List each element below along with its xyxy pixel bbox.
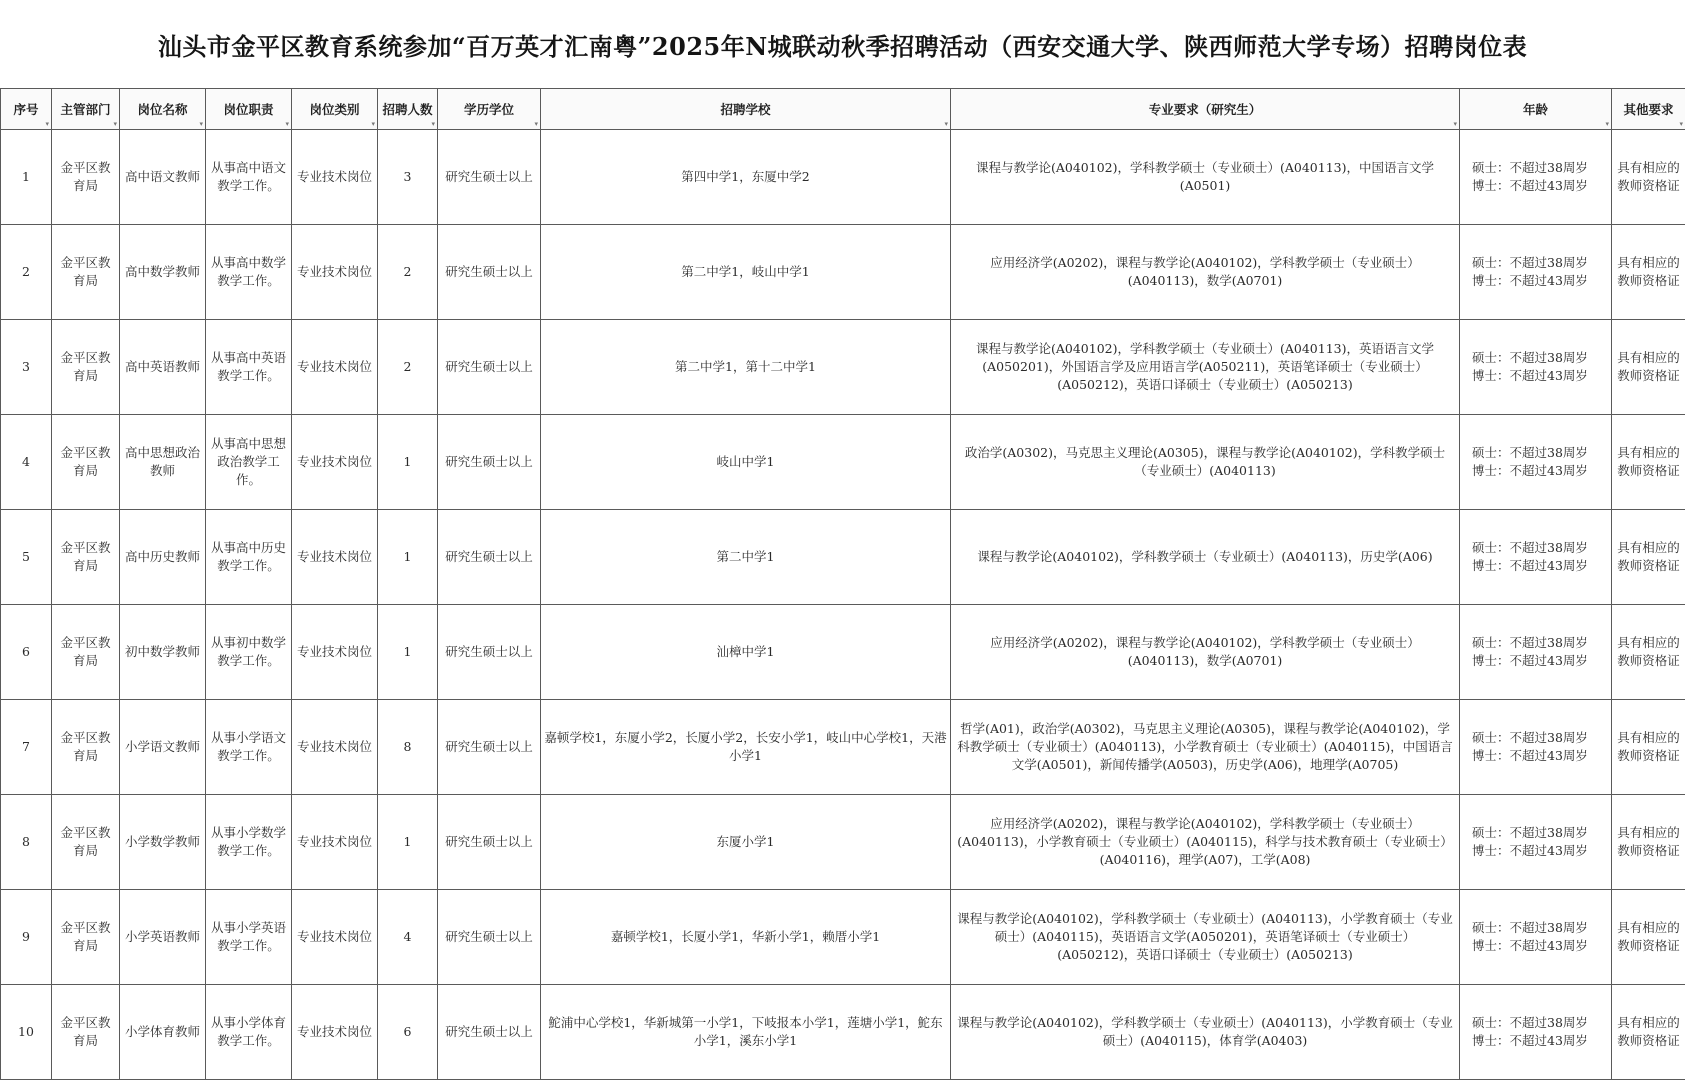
- cell-other[interactable]: 具有相应的教师资格证: [1612, 700, 1685, 795]
- header-count[interactable]: 招聘人数 ▾: [378, 89, 438, 130]
- header-other[interactable]: 其他要求 ▾: [1612, 89, 1685, 130]
- cell-education[interactable]: 研究生硕士以上: [438, 700, 541, 795]
- cell-duty[interactable]: 从事高中历史教学工作。: [206, 510, 292, 605]
- age-phd: 博士：不超过43周岁: [1472, 1033, 1588, 1048]
- cell-age[interactable]: [1460, 700, 1612, 795]
- cell-position[interactable]: 小学数学教师: [120, 795, 206, 890]
- age-phd: 博士：不超过43周岁: [1472, 653, 1588, 668]
- cell-education[interactable]: 研究生硕士以上: [438, 605, 541, 700]
- table-row: [1, 700, 1685, 795]
- cell-other[interactable]: 具有相应的教师资格证: [1612, 415, 1685, 510]
- cell-duty[interactable]: 从事小学数学教学工作。: [206, 795, 292, 890]
- cell-duty[interactable]: 从事高中英语教学工作。: [206, 320, 292, 415]
- cell-other[interactable]: 具有相应的教师资格证: [1612, 130, 1685, 225]
- cell-duty[interactable]: 从事高中思想政治教学工作。: [206, 415, 292, 510]
- cell-dept[interactable]: 金平区教育局: [52, 320, 120, 415]
- cell-age[interactable]: [1460, 415, 1612, 510]
- cell-major[interactable]: 课程与教学论(A040102)，学科教学硕士（专业硕士）(A040113)，小学教育硕士（专业硕士）(A040115)，英语语言文学(A050201)，英语笔译硕士（专业硕士）(A050212)，英语口译硕士（专业硕士）(A050213): [951, 890, 1460, 985]
- cell-count[interactable]: 6: [378, 985, 438, 1080]
- cell-major[interactable]: 应用经济学(A0202)，课程与教学论(A040102)，学科教学硕士（专业硕士）(A040113)，数学(A0701): [951, 225, 1460, 320]
- cell-schools[interactable]: 嘉顿学校1，长厦小学1，华新小学1，赖厝小学1: [541, 890, 951, 985]
- cell-duty[interactable]: 从事初中数学教学工作。: [206, 605, 292, 700]
- cell-schools[interactable]: 鮀浦中心学校1，华新城第一小学1，下岐报本小学1，莲塘小学1，鮀东小学1，溪东小学1: [541, 985, 951, 1080]
- cell-education[interactable]: 研究生硕士以上: [438, 415, 541, 510]
- age-master: 硕士：不超过38周岁: [1472, 730, 1588, 745]
- table-row: [1, 320, 1685, 415]
- cell-duty[interactable]: 从事小学体育教学工作。: [206, 985, 292, 1080]
- cell-dept[interactable]: 金平区教育局: [52, 985, 120, 1080]
- cell-position[interactable]: 高中语文教师: [120, 130, 206, 225]
- table-row: [1, 985, 1685, 1080]
- age-master: 硕士：不超过38周岁: [1472, 1015, 1588, 1030]
- cell-position[interactable]: 小学英语教师: [120, 890, 206, 985]
- cell-education[interactable]: 研究生硕士以上: [438, 320, 541, 415]
- cell-count[interactable]: 1: [378, 510, 438, 605]
- cell-count[interactable]: 2: [378, 225, 438, 320]
- cell-age[interactable]: [1460, 130, 1612, 225]
- cell-count[interactable]: 1: [378, 415, 438, 510]
- age-phd: 博士：不超过43周岁: [1472, 463, 1588, 478]
- cell-position[interactable]: 小学体育教师: [120, 985, 206, 1080]
- filter-dropdown-icon[interactable]: ▾: [371, 119, 375, 128]
- cell-duty[interactable]: 从事高中语文教学工作。: [206, 130, 292, 225]
- cell-age[interactable]: [1460, 510, 1612, 605]
- filter-dropdown-icon[interactable]: ▾: [1679, 119, 1683, 128]
- cell-dept[interactable]: 金平区教育局: [52, 890, 120, 985]
- cell-major[interactable]: 课程与教学论(A040102)，学科教学硕士（专业硕士）(A040113)，历史学(A06): [951, 510, 1460, 605]
- header-dept[interactable]: 主管部门 ▾: [52, 89, 120, 130]
- cell-no[interactable]: 3: [1, 320, 52, 415]
- cell-position[interactable]: 高中历史教师: [120, 510, 206, 605]
- filter-dropdown-icon[interactable]: ▾: [199, 119, 203, 128]
- age-phd: 博士：不超过43周岁: [1472, 273, 1588, 288]
- cell-dept[interactable]: 金平区教育局: [52, 795, 120, 890]
- cell-no[interactable]: 4: [1, 415, 52, 510]
- page-title: 汕头市金平区教育系统参加“百万英才汇南粤”2025年N城联动秋季招聘活动（西安交通大学、陕西师范大学专场）招聘岗位表: [157, 31, 1528, 61]
- cell-count[interactable]: 1: [378, 795, 438, 890]
- cell-schools[interactable]: 第二中学1，岐山中学1: [541, 225, 951, 320]
- cell-category[interactable]: 专业技术岗位: [292, 700, 378, 795]
- cell-age[interactable]: [1460, 985, 1612, 1080]
- cell-position[interactable]: 高中数学教师: [120, 225, 206, 320]
- header-position[interactable]: 岗位名称 ▾: [120, 89, 206, 130]
- header-row: [1, 89, 1685, 130]
- header-major[interactable]: 专业要求（研究生） ▾: [951, 89, 1460, 130]
- cell-category[interactable]: 专业技术岗位: [292, 795, 378, 890]
- cell-major[interactable]: 哲学(A01)，政治学(A0302)，马克思主义理论(A0305)，课程与教学论(A040102)，学科教学硕士（专业硕士）(A040113)，小学教育硕士（专业硕士）(A040115)，中国语言文学(A0501)，新闻传播学(A0503)，历史学(A06)，地理学(A0705): [951, 700, 1460, 795]
- table-row: [1, 795, 1685, 890]
- age-master: 硕士：不超过38周岁: [1472, 350, 1588, 365]
- filter-dropdown-icon[interactable]: ▾: [1453, 119, 1457, 128]
- filter-dropdown-icon[interactable]: ▾: [1605, 119, 1609, 128]
- age-master: 硕士：不超过38周岁: [1472, 255, 1588, 270]
- cell-age[interactable]: [1460, 605, 1612, 700]
- filter-dropdown-icon[interactable]: ▾: [113, 119, 117, 128]
- cell-schools[interactable]: 东厦小学1: [541, 795, 951, 890]
- age-phd: 博士：不超过43周岁: [1472, 368, 1588, 383]
- cell-category[interactable]: 专业技术岗位: [292, 225, 378, 320]
- cell-education[interactable]: 研究生硕士以上: [438, 510, 541, 605]
- cell-schools[interactable]: 第二中学1: [541, 510, 951, 605]
- filter-dropdown-icon[interactable]: ▾: [944, 119, 948, 128]
- cell-no[interactable]: 10: [1, 985, 52, 1080]
- header-age[interactable]: 年龄 ▾: [1460, 89, 1612, 130]
- cell-no[interactable]: 6: [1, 605, 52, 700]
- cell-schools[interactable]: 汕樟中学1: [541, 605, 951, 700]
- cell-no[interactable]: 7: [1, 700, 52, 795]
- age-master: 硕士：不超过38周岁: [1472, 540, 1588, 555]
- age-phd: 博士：不超过43周岁: [1472, 178, 1588, 193]
- age-master: 硕士：不超过38周岁: [1472, 635, 1588, 650]
- cell-major[interactable]: 政治学(A0302)，马克思主义理论(A0305)，课程与教学论(A040102)，学科教学硕士（专业硕士）(A040113): [951, 415, 1460, 510]
- age-phd: 博士：不超过43周岁: [1472, 748, 1588, 763]
- cell-category[interactable]: 专业技术岗位: [292, 130, 378, 225]
- recruitment-table: [0, 88, 1685, 1080]
- cell-other[interactable]: 具有相应的教师资格证: [1612, 985, 1685, 1080]
- cell-age[interactable]: [1460, 795, 1612, 890]
- cell-education[interactable]: 研究生硕士以上: [438, 985, 541, 1080]
- cell-dept[interactable]: 金平区教育局: [52, 225, 120, 320]
- cell-category[interactable]: 专业技术岗位: [292, 320, 378, 415]
- cell-dept[interactable]: 金平区教育局: [52, 700, 120, 795]
- cell-education[interactable]: 研究生硕士以上: [438, 890, 541, 985]
- age-master: 硕士：不超过38周岁: [1472, 160, 1588, 175]
- cell-count[interactable]: 1: [378, 605, 438, 700]
- cell-position[interactable]: 小学语文教师: [120, 700, 206, 795]
- cell-major[interactable]: 课程与教学论(A040102)，学科教学硕士（专业硕士）(A040113)，小学教育硕士（专业硕士）(A040115)，体育学(A0403): [951, 985, 1460, 1080]
- cell-no[interactable]: 5: [1, 510, 52, 605]
- cell-dept[interactable]: 金平区教育局: [52, 130, 120, 225]
- age-phd: 博士：不超过43周岁: [1472, 558, 1588, 573]
- table-row: [1, 225, 1685, 320]
- header-schools[interactable]: 招聘学校 ▾: [541, 89, 951, 130]
- cell-other[interactable]: 具有相应的教师资格证: [1612, 890, 1685, 985]
- cell-dept[interactable]: 金平区教育局: [52, 510, 120, 605]
- cell-other[interactable]: 具有相应的教师资格证: [1612, 510, 1685, 605]
- cell-schools[interactable]: 岐山中学1: [541, 415, 951, 510]
- cell-category[interactable]: 专业技术岗位: [292, 985, 378, 1080]
- cell-other[interactable]: 具有相应的教师资格证: [1612, 225, 1685, 320]
- cell-duty[interactable]: 从事高中数学教学工作。: [206, 225, 292, 320]
- cell-age[interactable]: [1460, 320, 1612, 415]
- cell-category[interactable]: 专业技术岗位: [292, 605, 378, 700]
- table-body: [1, 130, 1685, 1080]
- cell-major[interactable]: 应用经济学(A0202)，课程与教学论(A040102)，学科教学硕士（专业硕士）(A040113)，数学(A0701): [951, 605, 1460, 700]
- cell-dept[interactable]: 金平区教育局: [52, 605, 120, 700]
- cell-other[interactable]: 具有相应的教师资格证: [1612, 320, 1685, 415]
- cell-count[interactable]: 4: [378, 890, 438, 985]
- cell-major[interactable]: 应用经济学(A0202)，课程与教学论(A040102)，学科教学硕士（专业硕士）(A040113)，小学教育硕士（专业硕士）(A040115)，科学与技术教育硕士（专业硕士）(A040116)，理学(A07)，工学(A08): [951, 795, 1460, 890]
- cell-count[interactable]: 3: [378, 130, 438, 225]
- table-row: [1, 510, 1685, 605]
- cell-count[interactable]: 8: [378, 700, 438, 795]
- age-master: 硕士：不超过38周岁: [1472, 445, 1588, 460]
- filter-dropdown-icon[interactable]: ▾: [45, 119, 49, 128]
- cell-education[interactable]: 研究生硕士以上: [438, 225, 541, 320]
- table-row: [1, 890, 1685, 985]
- header-no[interactable]: 序号 ▾: [1, 89, 52, 130]
- cell-schools[interactable]: 嘉顿学校1，东厦小学2，长厦小学2，长安小学1，岐山中心学校1，天港小学1: [541, 700, 951, 795]
- cell-major[interactable]: 课程与教学论(A040102)，学科教学硕士（专业硕士）(A040113)，中国语言文学(A0501): [951, 130, 1460, 225]
- cell-education[interactable]: 研究生硕士以上: [438, 130, 541, 225]
- cell-age[interactable]: [1460, 225, 1612, 320]
- header-education[interactable]: 学历学位 ▾: [438, 89, 541, 130]
- cell-education[interactable]: 研究生硕士以上: [438, 795, 541, 890]
- cell-no[interactable]: 2: [1, 225, 52, 320]
- cell-other[interactable]: 具有相应的教师资格证: [1612, 605, 1685, 700]
- age-master: 硕士：不超过38周岁: [1472, 920, 1588, 935]
- cell-no[interactable]: 1: [1, 130, 52, 225]
- cell-other[interactable]: 具有相应的教师资格证: [1612, 795, 1685, 890]
- cell-count[interactable]: 2: [378, 320, 438, 415]
- cell-position[interactable]: 高中思想政治教师: [120, 415, 206, 510]
- age-phd: 博士：不超过43周岁: [1472, 938, 1588, 953]
- table-row: [1, 415, 1685, 510]
- cell-age[interactable]: [1460, 890, 1612, 985]
- cell-position[interactable]: 初中数学教师: [120, 605, 206, 700]
- age-phd: 博士：不超过43周岁: [1472, 843, 1588, 858]
- cell-category[interactable]: 专业技术岗位: [292, 415, 378, 510]
- filter-dropdown-icon[interactable]: ▾: [431, 119, 435, 128]
- cell-dept[interactable]: 金平区教育局: [52, 415, 120, 510]
- cell-major[interactable]: 课程与教学论(A040102)，学科教学硕士（专业硕士）(A040113)，英语语言文学(A050201)，外国语言学及应用语言学(A050211)，英语笔译硕士（专业硕士）(A050212)，英语口译硕士（专业硕士）(A050213): [951, 320, 1460, 415]
- cell-duty[interactable]: 从事小学英语教学工作。: [206, 890, 292, 985]
- cell-category[interactable]: 专业技术岗位: [292, 890, 378, 985]
- cell-position[interactable]: 高中英语教师: [120, 320, 206, 415]
- header-duty[interactable]: 岗位职责 ▾: [206, 89, 292, 130]
- table-row: [1, 605, 1685, 700]
- age-master: 硕士：不超过38周岁: [1472, 825, 1588, 840]
- cell-category[interactable]: 专业技术岗位: [292, 510, 378, 605]
- cell-schools[interactable]: 第四中学1，东厦中学2: [541, 130, 951, 225]
- table-row: [1, 130, 1685, 225]
- cell-no[interactable]: 9: [1, 890, 52, 985]
- filter-dropdown-icon[interactable]: ▾: [534, 119, 538, 128]
- header-category[interactable]: 岗位类别 ▾: [292, 89, 378, 130]
- filter-dropdown-icon[interactable]: ▾: [285, 119, 289, 128]
- cell-no[interactable]: 8: [1, 795, 52, 890]
- cell-duty[interactable]: 从事小学语文教学工作。: [206, 700, 292, 795]
- cell-schools[interactable]: 第二中学1，第十二中学1: [541, 320, 951, 415]
